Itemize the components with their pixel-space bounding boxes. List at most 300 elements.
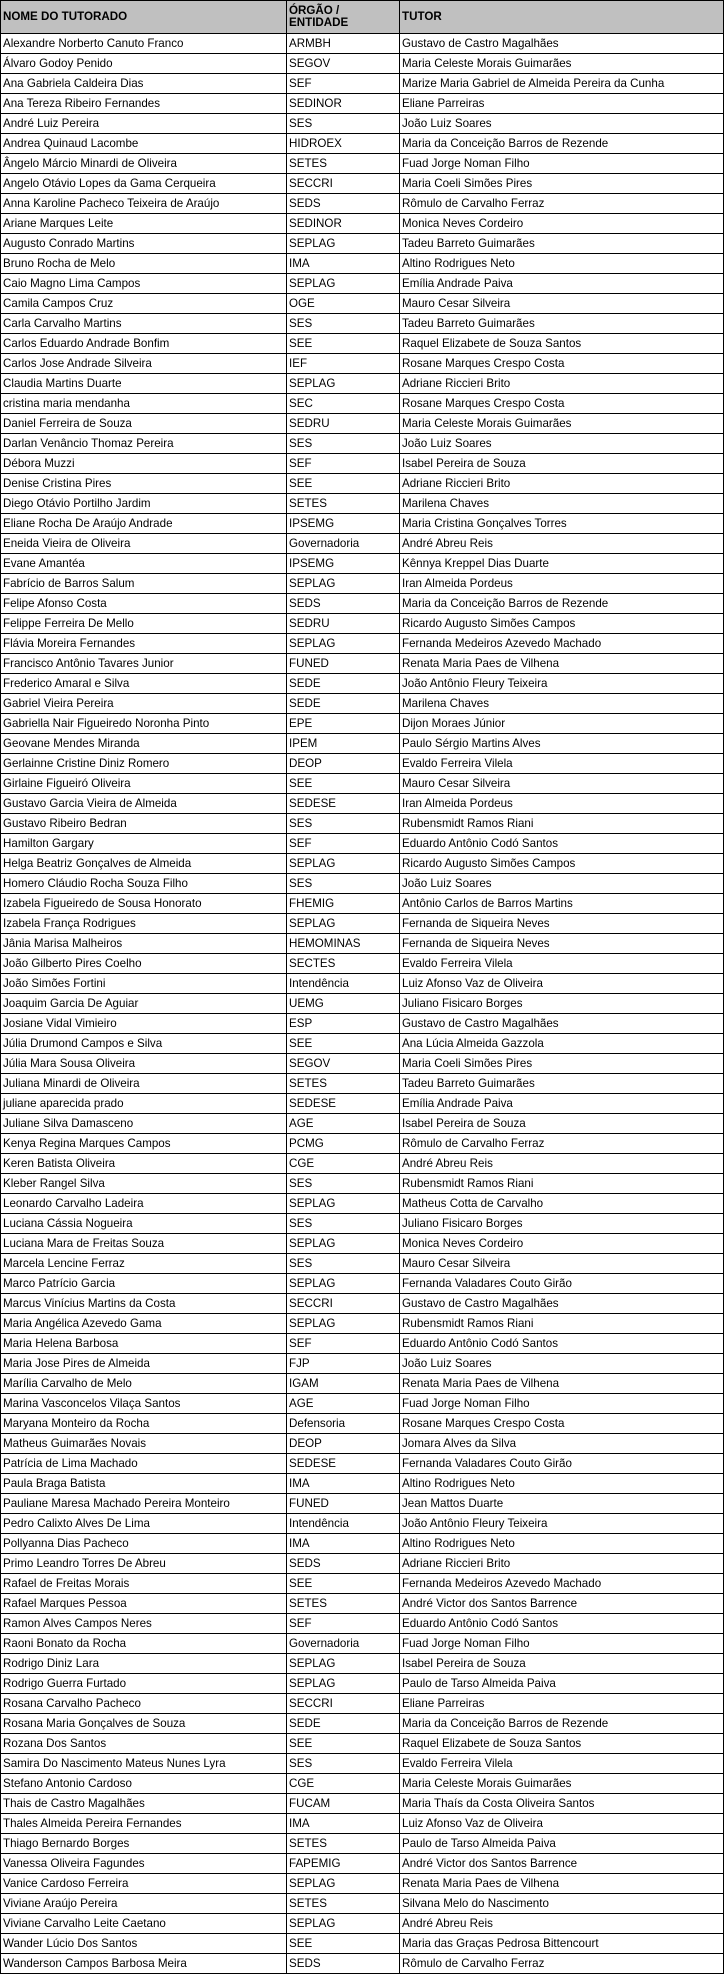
cell-orgao: FAPEMIG (287, 1854, 400, 1874)
table-row (1, 494, 724, 514)
cell-orgao: SEPLAG (287, 1654, 400, 1674)
table-row (1, 334, 724, 354)
cell-tutor: Eduardo Antônio Codó Santos (400, 1334, 724, 1354)
cell-tutor: Renata Maria Paes de Vilhena (400, 654, 724, 674)
cell-orgao: SEE (287, 1934, 400, 1954)
cell-orgao: Intendência (287, 1514, 400, 1534)
cell-orgao: CGE (287, 1774, 400, 1794)
cell-orgao: UEMG (287, 994, 400, 1014)
cell-orgao: SECCRI (287, 1294, 400, 1314)
cell-tutor: Gustavo de Castro Magalhães (400, 1294, 724, 1314)
cell-orgao: SEPLAG (287, 1314, 400, 1334)
cell-tutor: Isabel Pereira de Souza (400, 454, 724, 474)
cell-orgao: AGE (287, 1114, 400, 1134)
cell-orgao: SEDESE (287, 1094, 400, 1114)
cell-tutorado: Wanderson Campos Barbosa Meira (1, 1954, 287, 1974)
cell-tutorado: Pedro Calixto Alves De Lima (1, 1514, 287, 1534)
cell-tutor: André Abreu Reis (400, 1914, 724, 1934)
table-row (1, 1574, 724, 1594)
cell-orgao: IMA (287, 1814, 400, 1834)
cell-tutor: Rômulo de Carvalho Ferraz (400, 194, 724, 214)
cell-tutorado: juliane aparecida prado (1, 1094, 287, 1114)
table-row (1, 1494, 724, 1514)
cell-tutor: Dijon Moraes Júnior (400, 714, 724, 734)
cell-tutorado: Ana Gabriela Caldeira Dias (1, 74, 287, 94)
cell-tutorado: Marco Patrício Garcia (1, 1274, 287, 1294)
cell-orgao: DEOP (287, 1434, 400, 1454)
cell-orgao: SEPLAG (287, 854, 400, 874)
cell-tutorado: Kenya Regina Marques Campos (1, 1134, 287, 1154)
cell-tutorado: Rodrigo Guerra Furtado (1, 1674, 287, 1694)
cell-orgao: SEDINOR (287, 94, 400, 114)
cell-tutor: Evaldo Ferreira Vilela (400, 954, 724, 974)
cell-tutor: Maria Celeste Morais Guimarães (400, 1774, 724, 1794)
cell-orgao: FUCAM (287, 1794, 400, 1814)
cell-tutor: Evaldo Ferreira Vilela (400, 754, 724, 774)
cell-orgao: SEPLAG (287, 274, 400, 294)
cell-orgao: SEDS (287, 1554, 400, 1574)
cell-orgao: SEE (287, 1734, 400, 1754)
cell-orgao: SEDE (287, 1714, 400, 1734)
table-row (1, 154, 724, 174)
table-row (1, 714, 724, 734)
cell-tutor: Fernanda de Siqueira Neves (400, 934, 724, 954)
cell-tutor: Jean Mattos Duarte (400, 1494, 724, 1514)
cell-tutorado: Daniel Ferreira de Souza (1, 414, 287, 434)
cell-tutorado: Josiane Vidal Vimieiro (1, 1014, 287, 1034)
cell-orgao: SEPLAG (287, 1194, 400, 1214)
table-row (1, 514, 724, 534)
cell-tutorado: Jânia Marisa Malheiros (1, 934, 287, 954)
table-row (1, 1474, 724, 1494)
table-row (1, 1534, 724, 1554)
cell-tutorado: Geovane Mendes Miranda (1, 734, 287, 754)
cell-tutor: Fuad Jorge Noman Filho (400, 154, 724, 174)
cell-tutorado: Izabela França Rodrigues (1, 914, 287, 934)
cell-tutor: Adriane Riccieri Brito (400, 474, 724, 494)
cell-tutorado: Patrícia de Lima Machado (1, 1454, 287, 1474)
cell-tutor: Maria Celeste Morais Guimarães (400, 414, 724, 434)
cell-tutor: Isabel Pereira de Souza (400, 1654, 724, 1674)
cell-tutorado: Gustavo Ribeiro Bedran (1, 814, 287, 834)
cell-orgao: IMA (287, 1534, 400, 1554)
table-row (1, 1074, 724, 1094)
table-row (1, 414, 724, 434)
table-row (1, 854, 724, 874)
table-row (1, 1754, 724, 1774)
cell-tutor: Paulo de Tarso Almeida Paiva (400, 1834, 724, 1854)
cell-orgao: SEE (287, 474, 400, 494)
table-row (1, 1234, 724, 1254)
cell-orgao: SEPLAG (287, 234, 400, 254)
cell-orgao: SES (287, 1214, 400, 1234)
cell-tutor: Altino Rodrigues Neto (400, 1534, 724, 1554)
cell-tutorado: Débora Muzzi (1, 454, 287, 474)
cell-orgao: SES (287, 434, 400, 454)
table-row (1, 1794, 724, 1814)
cell-orgao: IGAM (287, 1374, 400, 1394)
cell-tutor: Raquel Elizabete de Souza Santos (400, 1734, 724, 1754)
cell-tutorado: Francisco Antônio Tavares Junior (1, 654, 287, 674)
cell-tutor: Silvana Melo do Nascimento (400, 1894, 724, 1914)
cell-tutorado: Diego Otávio Portilho Jardim (1, 494, 287, 514)
cell-tutorado: Hamilton Gargary (1, 834, 287, 854)
cell-orgao: SEDE (287, 694, 400, 714)
cell-tutor: Ana Lúcia Almeida Gazzola (400, 1034, 724, 1054)
cell-tutor: Gustavo de Castro Magalhães (400, 1014, 724, 1034)
cell-tutorado: Pollyanna Dias Pacheco (1, 1534, 287, 1554)
cell-tutorado: André Luiz Pereira (1, 114, 287, 134)
table-row (1, 1894, 724, 1914)
table-row (1, 1594, 724, 1614)
table-row (1, 754, 724, 774)
cell-tutor: Fuad Jorge Noman Filho (400, 1394, 724, 1414)
cell-tutorado: Felippe Ferreira De Mello (1, 614, 287, 634)
cell-tutor: Tadeu Barreto Guimarães (400, 234, 724, 254)
cell-tutor: Rubensmidt Ramos Riani (400, 1314, 724, 1334)
table-row (1, 1634, 724, 1654)
cell-tutorado: Flávia Moreira Fernandes (1, 634, 287, 654)
cell-orgao: SEGOV (287, 1054, 400, 1074)
cell-tutor: Paulo Sérgio Martins Alves (400, 734, 724, 754)
cell-tutorado: Bruno Rocha de Melo (1, 254, 287, 274)
table-row (1, 174, 724, 194)
table-row (1, 1694, 724, 1714)
cell-tutor: Luiz Afonso Vaz de Oliveira (400, 1814, 724, 1834)
cell-tutorado: Carlos Jose Andrade Silveira (1, 354, 287, 374)
cell-tutorado: Samira Do Nascimento Mateus Nunes Lyra (1, 1754, 287, 1774)
cell-tutor: João Luiz Soares (400, 114, 724, 134)
cell-orgao: IPSEMG (287, 514, 400, 534)
cell-orgao: OGE (287, 294, 400, 314)
table-row (1, 534, 724, 554)
table-row (1, 34, 724, 54)
table-row (1, 1674, 724, 1694)
cell-tutorado: Stefano Antonio Cardoso (1, 1774, 287, 1794)
cell-tutorado: Matheus Guimarães Novais (1, 1434, 287, 1454)
table-row (1, 654, 724, 674)
cell-orgao: SEGOV (287, 54, 400, 74)
table-row (1, 314, 724, 334)
cell-tutorado: Marcela Lencine Ferraz (1, 1254, 287, 1274)
cell-tutorado: Camila Campos Cruz (1, 294, 287, 314)
cell-tutor: Marilena Chaves (400, 494, 724, 514)
table-row (1, 1054, 724, 1074)
cell-tutorado: Rosana Carvalho Pacheco (1, 1694, 287, 1714)
cell-orgao: FUNED (287, 1494, 400, 1514)
cell-tutor: Rosane Marques Crespo Costa (400, 394, 724, 414)
cell-tutor: Ricardo Augusto Simões Campos (400, 614, 724, 634)
table-row (1, 1174, 724, 1194)
cell-tutor: Isabel Pereira de Souza (400, 1114, 724, 1134)
table-row (1, 574, 724, 594)
cell-tutor: Mauro Cesar Silveira (400, 294, 724, 314)
table-row (1, 1354, 724, 1374)
table-row (1, 454, 724, 474)
cell-tutor: Evaldo Ferreira Vilela (400, 1754, 724, 1774)
cell-tutor: Rosane Marques Crespo Costa (400, 354, 724, 374)
cell-orgao: SETES (287, 1894, 400, 1914)
cell-orgao: SEDINOR (287, 214, 400, 234)
cell-orgao: IEF (287, 354, 400, 374)
cell-tutorado: Andrea Quinaud Lacombe (1, 134, 287, 154)
cell-orgao: EPE (287, 714, 400, 734)
cell-orgao: SEPLAG (287, 1274, 400, 1294)
cell-orgao: SEF (287, 454, 400, 474)
table-row (1, 1934, 724, 1954)
table-row (1, 394, 724, 414)
table-row (1, 1614, 724, 1634)
cell-orgao: SEPLAG (287, 574, 400, 594)
table-row (1, 1654, 724, 1674)
table-row (1, 1114, 724, 1134)
cell-orgao: FHEMIG (287, 894, 400, 914)
cell-tutor: Maria das Graças Pedrosa Bittencourt (400, 1934, 724, 1954)
table-row (1, 934, 724, 954)
cell-tutor: André Victor dos Santos Barrence (400, 1594, 724, 1614)
cell-orgao: SETES (287, 154, 400, 174)
cell-tutor: Matheus Cotta de Carvalho (400, 1194, 724, 1214)
table-row (1, 1914, 724, 1934)
cell-orgao: SEPLAG (287, 1914, 400, 1934)
table-row (1, 874, 724, 894)
table-row (1, 54, 724, 74)
table-row (1, 1094, 724, 1114)
table-row (1, 1514, 724, 1534)
cell-tutor: Eliane Parreiras (400, 1694, 724, 1714)
cell-tutor: Maria Celeste Morais Guimarães (400, 54, 724, 74)
table-row (1, 774, 724, 794)
cell-orgao: SETES (287, 1594, 400, 1614)
cell-tutorado: Claudia Martins Duarte (1, 374, 287, 394)
cell-tutor: João Luiz Soares (400, 874, 724, 894)
cell-tutor: Raquel Elizabete de Souza Santos (400, 334, 724, 354)
cell-orgao: FUNED (287, 654, 400, 674)
cell-tutor: Emília Andrade Paiva (400, 274, 724, 294)
cell-orgao: SEE (287, 774, 400, 794)
cell-orgao: SEDESE (287, 794, 400, 814)
table-row (1, 434, 724, 454)
cell-orgao: SEE (287, 1034, 400, 1054)
cell-tutorado: Maria Helena Barbosa (1, 1334, 287, 1354)
cell-tutorado: Raoni Bonato da Rocha (1, 1634, 287, 1654)
cell-tutorado: Luciana Cássia Nogueira (1, 1214, 287, 1234)
cell-tutorado: Frederico Amaral e Silva (1, 674, 287, 694)
cell-tutorado: João Gilberto Pires Coelho (1, 954, 287, 974)
table-row (1, 734, 724, 754)
table-row (1, 1154, 724, 1174)
cell-tutor: Adriane Riccieri Brito (400, 1554, 724, 1574)
cell-tutorado: Kleber Rangel Silva (1, 1174, 287, 1194)
cell-tutorado: Caio Magno Lima Campos (1, 274, 287, 294)
table-row (1, 1954, 724, 1974)
cell-tutorado: Girlaine Figueiró Oliveira (1, 774, 287, 794)
cell-tutorado: Ângelo Márcio Minardi de Oliveira (1, 154, 287, 174)
cell-orgao: SECCRI (287, 174, 400, 194)
table-row (1, 1854, 724, 1874)
cell-tutor: Monica Neves Cordeiro (400, 1234, 724, 1254)
cell-tutor: Maria Cristina Gonçalves Torres (400, 514, 724, 534)
table-row (1, 74, 724, 94)
cell-orgao: SEPLAG (287, 1874, 400, 1894)
table-row (1, 554, 724, 574)
cell-tutor: Kênnya Kreppel Dias Duarte (400, 554, 724, 574)
cell-tutorado: Joaquim Garcia De Aguiar (1, 994, 287, 1014)
cell-orgao: Intendência (287, 974, 400, 994)
cell-tutorado: Angelo Otávio Lopes da Gama Cerqueira (1, 174, 287, 194)
cell-tutorado: Luciana Mara de Freitas Souza (1, 1234, 287, 1254)
header-tutorado: NOME DO TUTORADO (1, 1, 287, 34)
header-row (1, 1, 724, 34)
cell-tutor: André Abreu Reis (400, 1154, 724, 1174)
cell-tutor: Eduardo Antônio Codó Santos (400, 834, 724, 854)
cell-tutor: Mauro Cesar Silveira (400, 774, 724, 794)
cell-tutor: Jomara Alves da Silva (400, 1434, 724, 1454)
cell-tutorado: Gabriel Vieira Pereira (1, 694, 287, 714)
cell-tutorado: Júlia Mara Sousa Oliveira (1, 1054, 287, 1074)
cell-tutor: Antônio Carlos de Barros Martins (400, 894, 724, 914)
cell-tutor: Rubensmidt Ramos Riani (400, 1174, 724, 1194)
cell-orgao: SES (287, 814, 400, 834)
table-row (1, 134, 724, 154)
cell-tutorado: Rafael de Freitas Morais (1, 1574, 287, 1594)
table-row (1, 1834, 724, 1854)
cell-tutorado: João Simões Fortini (1, 974, 287, 994)
cell-tutor: João Luiz Soares (400, 434, 724, 454)
cell-tutor: João Antônio Fleury Teixeira (400, 674, 724, 694)
cell-tutor: Maria da Conceição Barros de Rezende (400, 594, 724, 614)
table-row (1, 1214, 724, 1234)
table-row (1, 794, 724, 814)
cell-tutorado: Maryana Monteiro da Rocha (1, 1414, 287, 1434)
cell-orgao: IPSEMG (287, 554, 400, 574)
table-row (1, 594, 724, 614)
table-row (1, 1034, 724, 1054)
cell-tutor: Fernanda Medeiros Azevedo Machado (400, 634, 724, 654)
cell-tutor: Ricardo Augusto Simões Campos (400, 854, 724, 874)
table-row (1, 974, 724, 994)
cell-tutor: André Abreu Reis (400, 534, 724, 554)
cell-orgao: IMA (287, 254, 400, 274)
cell-tutor: Marilena Chaves (400, 694, 724, 714)
table-row (1, 274, 724, 294)
cell-tutor: André Victor dos Santos Barrence (400, 1854, 724, 1874)
cell-tutorado: Ramon Alves Campos Neres (1, 1614, 287, 1634)
table-row (1, 114, 724, 134)
cell-orgao: HEMOMINAS (287, 934, 400, 954)
cell-orgao: SEE (287, 1574, 400, 1594)
table-row (1, 374, 724, 394)
table-row (1, 1554, 724, 1574)
cell-tutorado: Rafael Marques Pessoa (1, 1594, 287, 1614)
table-row (1, 1774, 724, 1794)
table-row (1, 834, 724, 854)
cell-orgao: SEDRU (287, 614, 400, 634)
table-row (1, 1714, 724, 1734)
cell-tutor: Iran Almeida Pordeus (400, 794, 724, 814)
cell-tutor: Tadeu Barreto Guimarães (400, 1074, 724, 1094)
cell-tutor: João Antônio Fleury Teixeira (400, 1514, 724, 1534)
cell-tutor: Juliano Fisicaro Borges (400, 994, 724, 1014)
cell-tutor: Paulo de Tarso Almeida Paiva (400, 1674, 724, 1694)
cell-tutor: Altino Rodrigues Neto (400, 1474, 724, 1494)
cell-tutorado: Homero Cláudio Rocha Souza Filho (1, 874, 287, 894)
cell-tutor: Maria Coeli Simões Pires (400, 1054, 724, 1074)
cell-tutor: Gustavo de Castro Magalhães (400, 34, 724, 54)
cell-tutorado: Álvaro Godoy Penido (1, 54, 287, 74)
cell-orgao: DEOP (287, 754, 400, 774)
cell-tutorado: Denise Cristina Pires (1, 474, 287, 494)
cell-orgao: AGE (287, 1394, 400, 1414)
cell-orgao: SEDESE (287, 1454, 400, 1474)
cell-tutor: Maria da Conceição Barros de Rezende (400, 134, 724, 154)
table-row (1, 1254, 724, 1274)
table-row (1, 1394, 724, 1414)
table-row (1, 894, 724, 914)
table-row (1, 1434, 724, 1454)
cell-tutor: Mauro Cesar Silveira (400, 1254, 724, 1274)
cell-tutor: Renata Maria Paes de Vilhena (400, 1374, 724, 1394)
cell-orgao: SES (287, 314, 400, 334)
table-row (1, 354, 724, 374)
cell-tutorado: Darlan Venâncio Thomaz Pereira (1, 434, 287, 454)
cell-tutorado: Fabrício de Barros Salum (1, 574, 287, 594)
cell-tutorado: Ariane Marques Leite (1, 214, 287, 234)
cell-tutor: Juliano Fisicaro Borges (400, 1214, 724, 1234)
table-row (1, 294, 724, 314)
cell-tutor: Eliane Parreiras (400, 94, 724, 114)
table-row (1, 634, 724, 654)
cell-tutorado: Vanessa Oliveira Fagundes (1, 1854, 287, 1874)
cell-orgao: SEE (287, 334, 400, 354)
table-row (1, 694, 724, 714)
table-row (1, 1294, 724, 1314)
cell-tutorado: Marcus Vinícius Martins da Costa (1, 1294, 287, 1314)
cell-tutor: Emília Andrade Paiva (400, 1094, 724, 1114)
cell-orgao: SEPLAG (287, 374, 400, 394)
table-row (1, 914, 724, 934)
cell-tutor: Rômulo de Carvalho Ferraz (400, 1954, 724, 1974)
cell-orgao: IPEM (287, 734, 400, 754)
cell-orgao: ESP (287, 1014, 400, 1034)
cell-tutorado: Primo Leandro Torres De Abreu (1, 1554, 287, 1574)
cell-tutor: Tadeu Barreto Guimarães (400, 314, 724, 334)
table-row (1, 1414, 724, 1434)
cell-tutor: Fernanda Valadares Couto Girão (400, 1454, 724, 1474)
cell-orgao: ARMBH (287, 34, 400, 54)
cell-orgao: FJP (287, 1354, 400, 1374)
cell-tutorado: Thais de Castro Magalhães (1, 1794, 287, 1814)
header-orgao: ÓRGÃO / ENTIDADE (287, 1, 400, 34)
cell-tutorado: Anna Karoline Pacheco Teixeira de Araújo (1, 194, 287, 214)
cell-orgao: PCMG (287, 1134, 400, 1154)
cell-orgao: SEPLAG (287, 634, 400, 654)
cell-orgao: SETES (287, 494, 400, 514)
cell-tutorado: Viviane Carvalho Leite Caetano (1, 1914, 287, 1934)
cell-tutorado: Juliane Silva Damasceno (1, 1114, 287, 1134)
cell-orgao: SEDRU (287, 414, 400, 434)
cell-tutorado: Augusto Conrado Martins (1, 234, 287, 254)
cell-orgao: SES (287, 114, 400, 134)
cell-orgao: SES (287, 1254, 400, 1274)
cell-orgao: SES (287, 874, 400, 894)
cell-tutor: Rosane Marques Crespo Costa (400, 1414, 724, 1434)
table-row (1, 254, 724, 274)
table-row (1, 234, 724, 254)
cell-tutorado: Izabela Figueiredo de Sousa Honorato (1, 894, 287, 914)
cell-tutorado: Eneida Vieira de Oliveira (1, 534, 287, 554)
cell-tutorado: Maria Angélica Azevedo Gama (1, 1314, 287, 1334)
